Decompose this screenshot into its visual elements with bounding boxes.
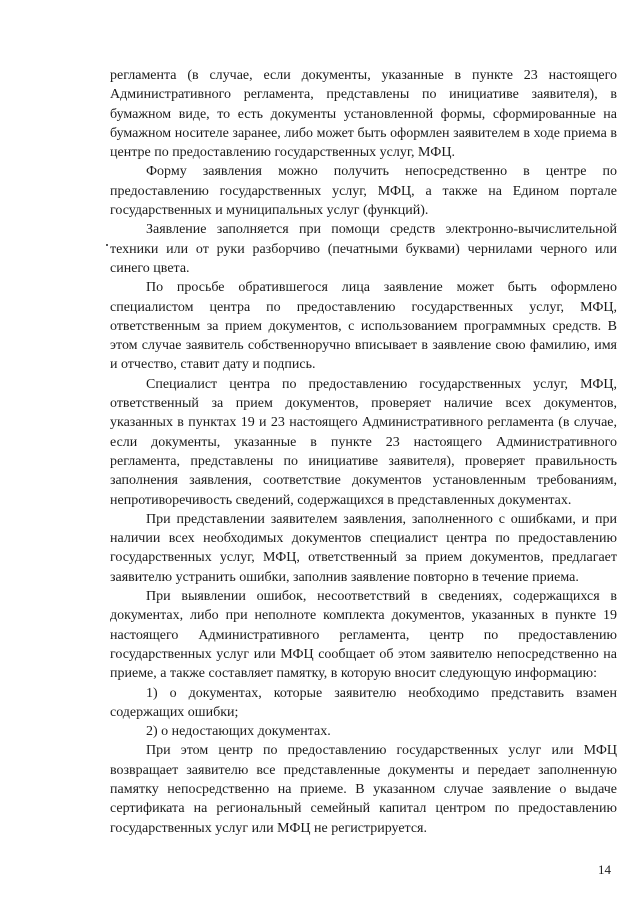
paragraph-1: регламента (в случае, если документы, указанные в пункте 23 настоящего Административного регламента, представлены по инициативе заявителя), в бумажном виде, то есть документы установленной формы, сформированные на бумажном носителе заранее, либо может быть оформлен заявителем в ходе приема в центре по предоставлению государственных услуг, МФЦ. [110, 68, 617, 161]
paragraph-9-list-item-2: 2) о недостающих документах. [146, 724, 331, 740]
margin-mark [106, 244, 108, 246]
paragraph-8-list-item-1: 1) о документах, которые заявителю необходимо представить взамен содержащих ошибки; [110, 685, 617, 720]
body-text [110, 66, 617, 838]
page-number: 14 [598, 862, 611, 877]
paragraph-2: Форму заявления можно получить непосредственно в центре по предоставлению государственных услуг, МФЦ, а также на Едином портале государственных и муниципальных услуг (функций). [110, 164, 617, 219]
paragraph-7: При выявлении ошибок, несоответствий в сведениях, содержащихся в документах, либо при неполноте комплекта документов, указанных в пункте 19 настоящего Административного регламента, центр по предоставлению государственных услуг или МФЦ сообщает об этом заявителю непосредственно на приеме, а также составляет памятку, в которую вносит следующую информацию: [110, 589, 617, 682]
paragraph-6: При представлении заявителем заявления, заполненного с ошибками, и при наличии всех необходимых документов специалист центра по предоставлению государственных услуг, МФЦ, ответственный за прием документов, предлагает заявителю устранить ошибки, заполнив заявление повторно в течение приема. [110, 511, 617, 585]
paragraph-5: Специалист центра по предоставлению государственных услуг, МФЦ, ответственный за прием документов, проверяет наличие всех документов, указанных в пунктах 19 и 23 настоящего Административного регламента (в случае, если документы, указанные в пункте 23 настоящего Административного регламента, представлены по инициативе заявителя), проверяет правильность заполнения заявления, соответствие документов установленным требованиям, непротиворечивость сведений, содержащихся в представленных документах. [110, 376, 617, 508]
paragraph-4: По просьбе обратившегося лица заявление может быть оформлено специалистом центра по предоставлению государственных услуг, МФЦ, ответственным за прием документов, с использованием программных средств. В этом случае заявитель собственноручно вписывает в заявление свою фамилию, имя и отчество, ставит дату и подпись. [110, 280, 617, 373]
paragraph-3: Заявление заполняется при помощи средств электронно-вычислительной техники или от руки разборчиво (печатными буквами) чернилами черного или синего цвета. [110, 222, 617, 276]
paragraph-10: При этом центр по предоставлению государственных услуг или МФЦ возвращает заявителю все представленные документы и передает заполненную памятку непосредственно на приеме. В указанном случае заявление о выдаче сертификата на региональный семейный капитал центром по предоставлению государственных услуг или МФЦ не регистрируется. [110, 743, 617, 836]
